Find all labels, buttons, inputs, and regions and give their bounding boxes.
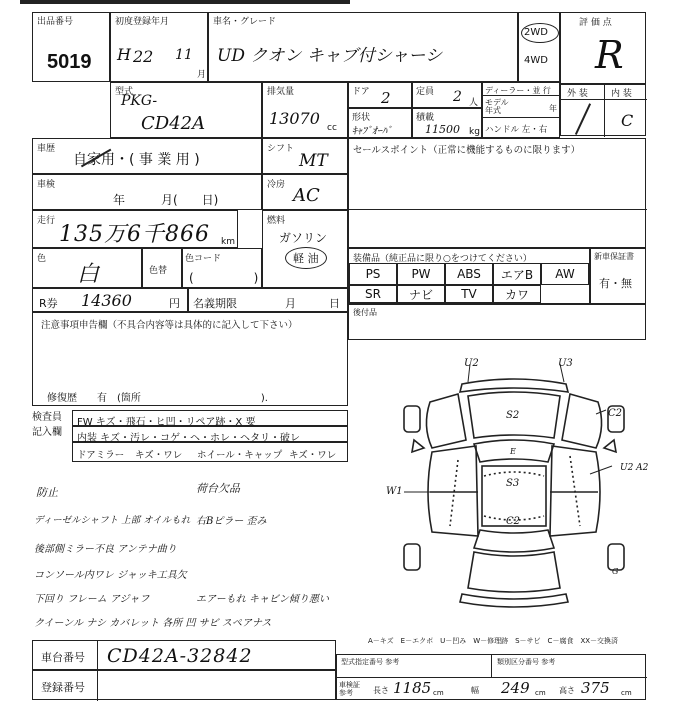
- disp-box: [262, 82, 348, 138]
- w-unit: cm: [535, 689, 546, 697]
- recycle-unit: 円: [169, 297, 180, 310]
- chassis-box: [32, 640, 336, 670]
- inspector-label-2: 記入欄: [32, 427, 62, 438]
- disp-unit: cc: [327, 123, 337, 133]
- diag-mark-w1: W1: [386, 486, 403, 497]
- damage-legend: A－キズ E－エクボ U－凹み W－修理跡 S－サビ C－腐食 XX－交換済: [368, 637, 619, 645]
- load-value: 11500: [425, 123, 460, 136]
- color-code-label: 色コード: [185, 254, 222, 264]
- recycle-label: R券: [39, 297, 58, 310]
- color-code-paren: ( ): [189, 271, 259, 285]
- chassis-divider: [97, 641, 98, 671]
- int-grade: C: [621, 111, 634, 130]
- grade-box: [560, 84, 646, 136]
- handle-label: ハンドル 左・右: [485, 125, 548, 135]
- len-label: 長さ: [373, 686, 389, 695]
- manual-box: [590, 248, 646, 304]
- type-box: [110, 82, 262, 138]
- year-unit: 年: [549, 104, 557, 113]
- remark-9: クイーンル ナシ カバレット 各所 凹 サビ スペアナス: [34, 618, 272, 629]
- top-bar: [20, 0, 350, 4]
- type-prefix: PKG-: [121, 93, 158, 109]
- equip-pw: PW: [397, 263, 445, 285]
- spec-ref-box: [336, 654, 646, 700]
- car-diagram: [384, 356, 650, 626]
- inspect-value: 年 月( 日): [113, 193, 219, 207]
- ext-slash: [575, 103, 591, 134]
- diagram-rear-bumper: [460, 594, 568, 607]
- disp-value: 13070: [269, 109, 320, 128]
- seat-value: 2: [453, 89, 462, 105]
- reg-year: 22: [133, 47, 154, 66]
- inspector-row-3d: キズ・ワレ: [289, 450, 337, 461]
- load-unit: kg: [469, 127, 480, 137]
- remark-4: 右Bピラー 歪み: [196, 516, 267, 527]
- remark-8: エアーもれ キャビン傾り悪い: [196, 594, 329, 605]
- notes-label: 注意事項申告欄（不具合内容等は具体的に記入して下さい）: [41, 320, 298, 331]
- inspector-row-1: [72, 410, 348, 426]
- model-name: UD クオン キャブ付シャーシ: [217, 46, 443, 66]
- reg-number-box: [32, 670, 336, 700]
- equip-sr: SR: [349, 285, 397, 303]
- mileage-unit: km: [221, 237, 235, 247]
- recycle-box: [32, 288, 188, 312]
- use-label: 車歴: [37, 144, 56, 154]
- fuel-label: 燃料: [267, 216, 286, 226]
- equip-abs: ABS: [445, 263, 493, 285]
- load-label: 積載: [416, 113, 435, 123]
- score-label: 評 価 点: [579, 18, 612, 28]
- inspector-row-3b: キズ・ワレ: [135, 450, 183, 461]
- class-label: 類別区分番号 参考: [497, 658, 556, 666]
- aftermarket-label: 後付品: [353, 308, 377, 317]
- spec-ref-hline: [337, 677, 647, 678]
- diag-mark-u3-top: U3: [558, 358, 573, 369]
- lot-number: 5019: [47, 51, 92, 73]
- aftermarket-box: [348, 304, 646, 340]
- diag-mark-u2a2: U2 A2: [620, 463, 649, 473]
- diagram-left-fender: [426, 394, 466, 448]
- len-value: 1185: [393, 679, 432, 697]
- diag-mark-e: E: [510, 447, 516, 456]
- reg-era: H: [117, 45, 131, 64]
- w-value: 249: [501, 679, 530, 697]
- shape-label: 形状: [352, 113, 371, 123]
- color-value: 白: [77, 262, 100, 287]
- inspector-label: [32, 410, 70, 440]
- notes-box: [32, 312, 348, 406]
- remark-5: 後部側ミラー不良 アンテナ曲り: [34, 544, 177, 555]
- h-label: 高さ: [559, 686, 575, 695]
- w-label: 幅: [471, 686, 479, 695]
- score-value: R: [595, 33, 624, 77]
- use-value: 自家用・( 事 業 用 ): [73, 152, 200, 168]
- orig-label: 型式指定番号 参考: [341, 658, 400, 666]
- seat-box: [412, 82, 482, 108]
- fuel-box: [262, 210, 348, 288]
- remark-2: 荷台欠品: [196, 482, 240, 495]
- chassis-label: 車台番号: [41, 651, 85, 664]
- diag-mark-c2-right: C2: [608, 408, 623, 419]
- equip-label: 装備品（純正品に限り○をつけてください）: [353, 254, 532, 264]
- diag-mark-c2-rear: C2: [506, 516, 521, 527]
- h-unit: cm: [621, 689, 632, 697]
- handle-divider: [483, 117, 561, 118]
- color-label: 色: [37, 254, 47, 264]
- equip-airbag: エアB: [493, 263, 541, 285]
- reg-month: 11: [175, 47, 193, 63]
- inspector-row-3c: ホイール・キャップ: [197, 450, 283, 461]
- color-swap-label: 色替: [149, 266, 168, 276]
- drive-4wd: 4WD: [524, 55, 548, 66]
- mileage-value: 135万6千866: [59, 222, 210, 247]
- warranty-box: [188, 288, 348, 312]
- door-box: [348, 82, 412, 108]
- type-label: 型式: [115, 87, 134, 97]
- diag-mark-s2: S2: [506, 410, 520, 421]
- len-unit: cm: [433, 689, 444, 697]
- seat-label: 定員: [416, 87, 435, 97]
- remark-3: ディーゼルシャフト 上部 オイルもれ: [34, 515, 191, 526]
- diagram-tire-fl: [404, 406, 420, 432]
- inspect-label: 車検: [37, 180, 56, 190]
- model-box: [208, 12, 518, 82]
- dealer-label: ディーラー・並 行: [485, 86, 551, 95]
- diagram-tire-rl: [404, 544, 420, 570]
- equip-aw: AW: [541, 263, 589, 285]
- model-year-label: モデル 年式: [485, 98, 509, 115]
- repair-label: 修復歴 有 (箇所 ).: [47, 393, 268, 404]
- spec-ref-vline: [491, 655, 492, 677]
- ref-label: 車検証 参考: [339, 681, 360, 697]
- use-box: [32, 138, 262, 174]
- seat-unit: 人: [469, 98, 479, 108]
- warranty-label: 名義期限: [193, 297, 237, 310]
- ac-value: AC: [293, 185, 320, 206]
- color-swap-box: [142, 248, 182, 288]
- load-box: [412, 108, 482, 138]
- reg-number-label: 登録番号: [41, 681, 85, 694]
- color-code-box: [182, 248, 262, 288]
- month-unit: 月: [197, 70, 207, 80]
- dealer-box: [482, 82, 560, 138]
- remark-7: 下回り フレーム アジャフ: [34, 594, 150, 605]
- inspector-row-3a: ドアミラー: [77, 450, 125, 461]
- manual-label: 新車保証書: [594, 252, 634, 261]
- sales-line-1: [349, 209, 647, 210]
- shift-value: MT: [299, 151, 328, 171]
- equip-leather: カワ: [493, 285, 541, 303]
- shift-box: [262, 138, 348, 174]
- recycle-value: 14360: [81, 291, 132, 310]
- diagram-left-doors: [428, 446, 478, 536]
- diagram-front-bumper: [460, 379, 568, 392]
- inspector-row-3: [72, 442, 348, 462]
- type-code: CD42A: [141, 113, 206, 134]
- mileage-label: 走行: [37, 216, 56, 226]
- drive-box: [518, 12, 560, 82]
- chassis-value: CD42A-32842: [107, 645, 253, 667]
- warranty-value: 月 日: [285, 297, 340, 310]
- inspect-box: [32, 174, 262, 210]
- shift-label: シフト: [267, 144, 295, 154]
- int-label: 内 装: [611, 89, 632, 99]
- reg-label: 初度登録年月: [115, 17, 170, 27]
- equip-navi: ナビ: [397, 285, 445, 303]
- door-value: 2: [381, 89, 391, 107]
- manual-value: 有・無: [599, 277, 632, 290]
- remark-1: 防止: [36, 486, 58, 499]
- shape-box: [348, 108, 412, 138]
- diagram-right-fender: [562, 394, 602, 448]
- inspector-label-1: 検査員: [32, 412, 62, 423]
- sales-label: セールスポイント（正常に機能するものに限ります）: [353, 145, 581, 156]
- shape-value: ｷｬﾌﾞｵｰﾊﾞ: [352, 126, 392, 137]
- ext-label: 外 装: [567, 89, 588, 99]
- model-label: 車名・グレード: [213, 17, 277, 27]
- drive-2wd: 2WD: [524, 27, 548, 38]
- inspector-row-2: [72, 426, 348, 442]
- equip-box: [348, 248, 590, 304]
- diagram-rear-window: [474, 530, 554, 552]
- diag-mark-g: G: [612, 567, 619, 576]
- diagram-trunk: [468, 552, 560, 592]
- reg-number-divider: [97, 671, 98, 701]
- lot-box: [32, 12, 110, 82]
- ac-label: 冷房: [267, 180, 286, 190]
- fuel-gas: ガソリン: [279, 231, 328, 245]
- color-box: [32, 248, 142, 288]
- score-box: [560, 12, 646, 84]
- equip-tv: TV: [445, 285, 493, 303]
- sales-box: [348, 138, 646, 248]
- inspector-row-1-text: FW キズ・飛石・ヒ凹・リペア跡・X 要: [77, 417, 256, 428]
- lot-label: 出品番号: [37, 17, 74, 27]
- grade-divider-v: [604, 85, 605, 137]
- reg-box: [110, 12, 208, 82]
- equip-ps: PS: [349, 263, 397, 285]
- fuel-diesel: 軽 油: [293, 252, 319, 265]
- diag-mark-s3: S3: [506, 478, 520, 489]
- inspector-row-2-text: 内装 キズ・汚レ・コゲ・ヘ・ホレ・ヘタリ・破レ: [77, 433, 300, 444]
- dealer-divider: [483, 95, 561, 96]
- ac-box: [262, 174, 348, 210]
- h-value: 375: [581, 679, 610, 697]
- mileage-box: [32, 210, 238, 248]
- door-label: ドア: [352, 87, 370, 97]
- diag-mark-u2-top: U2: [464, 358, 479, 369]
- disp-label: 排気量: [267, 87, 295, 97]
- remark-6: コンソール内ワレ ジャッキ工具欠: [34, 570, 187, 581]
